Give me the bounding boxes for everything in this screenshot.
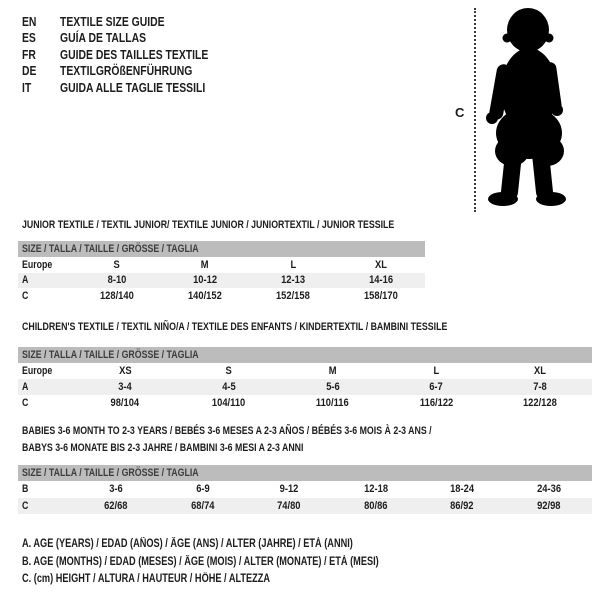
height-measure-label: C	[455, 105, 465, 120]
value-cell-text: 10-12	[193, 274, 217, 287]
value-cell	[488, 381, 592, 393]
size-cell-text: XL	[534, 365, 547, 377]
value-cell	[73, 381, 177, 393]
row-label-text: C	[22, 499, 29, 512]
value-cell-text: 152/158	[276, 289, 310, 302]
language-code-text: EN	[22, 13, 37, 29]
value-cell	[506, 500, 593, 512]
value-cell-text: 128/140	[100, 289, 134, 302]
language-label: GUÍA DE TALLAS	[60, 30, 147, 46]
value-cell-text: 74/80	[277, 499, 301, 512]
value-cell-text: 92/98	[537, 499, 561, 512]
row-label	[18, 259, 73, 271]
value-cell	[337, 274, 425, 286]
value-cell-text: 86/92	[450, 499, 474, 512]
size-cell	[488, 365, 592, 377]
legend-line-a-text: A. AGE (YEARS) / EDAD (AÑOS) / ÂGE (ANS) / ALTER (JAHRE) / ETÀ (ANNI)	[22, 538, 353, 550]
size-cell	[73, 365, 177, 377]
value-cell-text: 24-36	[536, 483, 561, 496]
table-row-height	[18, 288, 425, 304]
size-cell-text: S	[225, 365, 232, 377]
value-cell-text: 116/122	[419, 397, 453, 409]
value-cell	[384, 397, 488, 409]
row-label	[18, 500, 73, 512]
babies-table-title-line1: BABIES 3-6 MONTH TO 2-3 YEARS / BEBÉS 3-6 MESES A 2-3 AÑOS / BÉBÉS 3-6 MOIS À 2-3 ANS /	[22, 425, 432, 437]
legend-line-b	[22, 554, 468, 572]
value-cell	[281, 397, 385, 409]
language-code	[22, 30, 60, 45]
size-cell-text: M	[328, 365, 337, 377]
value-cell-text: 9-12	[279, 483, 299, 496]
language-code-text: IT	[22, 79, 32, 95]
junior-table-title	[22, 217, 487, 234]
table-row-height	[18, 395, 592, 411]
size-cell	[249, 259, 337, 271]
value-cell	[281, 381, 385, 393]
language-code	[22, 80, 60, 95]
table-row-age-months	[18, 481, 592, 498]
row-label-text: A	[22, 381, 29, 393]
size-header-text: SIZE / TALLA / TAILLE / GRÖSSE / TAGLIA	[22, 349, 199, 361]
value-cell	[246, 483, 333, 495]
value-cell-text: 14-16	[369, 274, 393, 287]
row-label	[18, 290, 73, 302]
height-dotted-line	[474, 8, 476, 212]
babies-size-table	[18, 465, 592, 514]
row-label-text: B	[22, 483, 29, 496]
value-cell	[73, 397, 177, 409]
junior-table-title-text: JUNIOR TEXTILE / TEXTIL JUNIOR/ TEXTILE JUNIOR / JUNIORTEXTIL / JUNIOR TESSILE	[22, 219, 395, 231]
value-cell	[506, 483, 593, 495]
row-label-text: C	[22, 397, 29, 409]
junior-size-table	[18, 241, 425, 304]
value-cell-text: 3-4	[118, 381, 132, 393]
size-cell	[337, 259, 425, 271]
row-label-text: A	[22, 274, 29, 287]
value-cell	[333, 483, 420, 495]
value-cell	[419, 500, 506, 512]
language-line	[22, 79, 245, 96]
value-cell	[246, 500, 333, 512]
value-cell-text: 12-13	[281, 274, 305, 287]
legend-line-a	[22, 536, 468, 554]
size-cell	[177, 365, 281, 377]
language-label: TEXTILGRÖßENFÜHRUNG	[60, 63, 193, 79]
value-cell	[249, 274, 337, 286]
value-cell-text: 140/152	[188, 289, 222, 302]
language-line	[22, 30, 245, 47]
table-row-age	[18, 379, 592, 395]
value-cell-text: 7-8	[533, 381, 547, 393]
legend-line-b-text: B. AGE (MONTHS) / EDAD (MESES) / ÂGE (MOIS) / ALTER (MONATE) / ETÀ (MESI)	[22, 555, 379, 568]
legend-line-c-text: C. (cm) HEIGHT / ALTURA / HAUTEUR / HÖHE / ALTEZZA	[22, 573, 271, 585]
value-cell	[177, 381, 281, 393]
value-cell-text: 158/170	[364, 289, 398, 302]
babies-table-title-line2: BABYS 3-6 MONATE BIS 2-3 JAHRE / BAMBINI 3-6 MESI A 2-3 ANNI	[22, 442, 304, 454]
value-cell-text: 3-6	[109, 483, 124, 496]
value-cell	[488, 397, 592, 409]
language-header	[22, 13, 245, 96]
row-label-text: Europe	[22, 365, 53, 377]
value-cell-text: 98/104	[110, 397, 140, 409]
value-cell	[73, 274, 161, 286]
children-table-title-text: CHILDREN'S TEXTILE / TEXTIL NIÑO/A / TEXTILE DES ENFANTS / KINDERTEXTIL / BAMBINI TESSILE	[22, 321, 448, 333]
value-cell	[73, 500, 160, 512]
language-line	[22, 46, 245, 63]
language-line	[22, 63, 245, 80]
row-label-text: C	[22, 289, 29, 302]
value-cell-text: 6-7	[429, 381, 444, 393]
table-row-height	[18, 498, 592, 515]
value-cell-text: 80/86	[364, 499, 388, 512]
value-cell	[419, 483, 506, 495]
value-cell-text: 68/74	[191, 499, 215, 512]
children-table-title	[22, 319, 554, 336]
value-cell-text: 110/116	[316, 397, 349, 409]
babies-table-title	[22, 423, 534, 457]
size-cell-text: M	[201, 258, 209, 271]
size-cell	[73, 259, 161, 271]
children-size-table	[18, 347, 592, 411]
row-label	[18, 397, 73, 409]
language-code-text: FR	[22, 46, 36, 62]
row-label-text: Europe	[22, 258, 53, 271]
language-code-text: DE	[22, 63, 37, 79]
size-header-text: SIZE / TALLA / TAILLE / GRÖSSE / TAGLIA	[22, 243, 199, 255]
table-row-sizes	[18, 363, 592, 379]
row-label	[18, 365, 73, 377]
value-cell	[73, 483, 160, 495]
row-label	[18, 274, 73, 286]
value-cell-text: 5-6	[325, 381, 340, 393]
value-cell-text: 4-5	[221, 381, 236, 393]
size-cell	[161, 259, 249, 271]
language-label: GUIDE DES TAILLES TEXTILE	[60, 46, 209, 62]
size-cell-text: S	[113, 258, 121, 271]
baby-silhouette-icon	[486, 8, 566, 208]
value-cell-text: 8-10	[107, 274, 127, 287]
value-cell-text: 18-24	[450, 483, 475, 496]
size-cell-text: L	[290, 258, 296, 271]
value-cell	[160, 483, 247, 495]
language-label: GUIDA ALLE TAGLIE TESSILI	[60, 79, 206, 95]
language-code-text: ES	[22, 30, 36, 46]
table-row-age	[18, 273, 425, 289]
value-cell	[73, 290, 161, 302]
row-label	[18, 381, 73, 393]
legend-line-c	[22, 571, 468, 589]
value-cell	[337, 290, 425, 302]
size-cell	[384, 365, 488, 377]
language-line	[22, 13, 245, 30]
size-header-bar	[18, 465, 592, 481]
value-cell-text: 104/110	[212, 397, 246, 409]
value-cell	[333, 500, 420, 512]
value-cell-text: 12-18	[363, 483, 388, 496]
value-cell	[160, 500, 247, 512]
size-header-bar	[18, 347, 592, 363]
language-code	[22, 14, 60, 29]
size-cell	[281, 365, 385, 377]
language-label: TEXTILE SIZE GUIDE	[60, 13, 165, 29]
value-cell	[161, 290, 249, 302]
table-row-sizes	[18, 257, 425, 273]
size-header-text: SIZE / TALLA / TAILLE / GRÖSSE / TAGLIA	[22, 467, 199, 479]
value-cell-text: 6-9	[195, 483, 210, 496]
value-cell-text: 122/128	[523, 397, 557, 409]
value-cell	[177, 397, 281, 409]
language-code	[22, 63, 60, 78]
value-cell	[249, 290, 337, 302]
size-header-bar	[18, 241, 425, 257]
value-cell	[384, 381, 488, 393]
value-cell-text: 62/68	[104, 499, 128, 512]
size-cell-text: XS	[118, 365, 132, 377]
measurement-legend	[22, 536, 468, 589]
size-cell-text: XL	[375, 258, 387, 271]
language-code	[22, 47, 60, 62]
value-cell	[161, 274, 249, 286]
row-label	[18, 483, 73, 495]
size-cell-text: L	[433, 365, 440, 377]
